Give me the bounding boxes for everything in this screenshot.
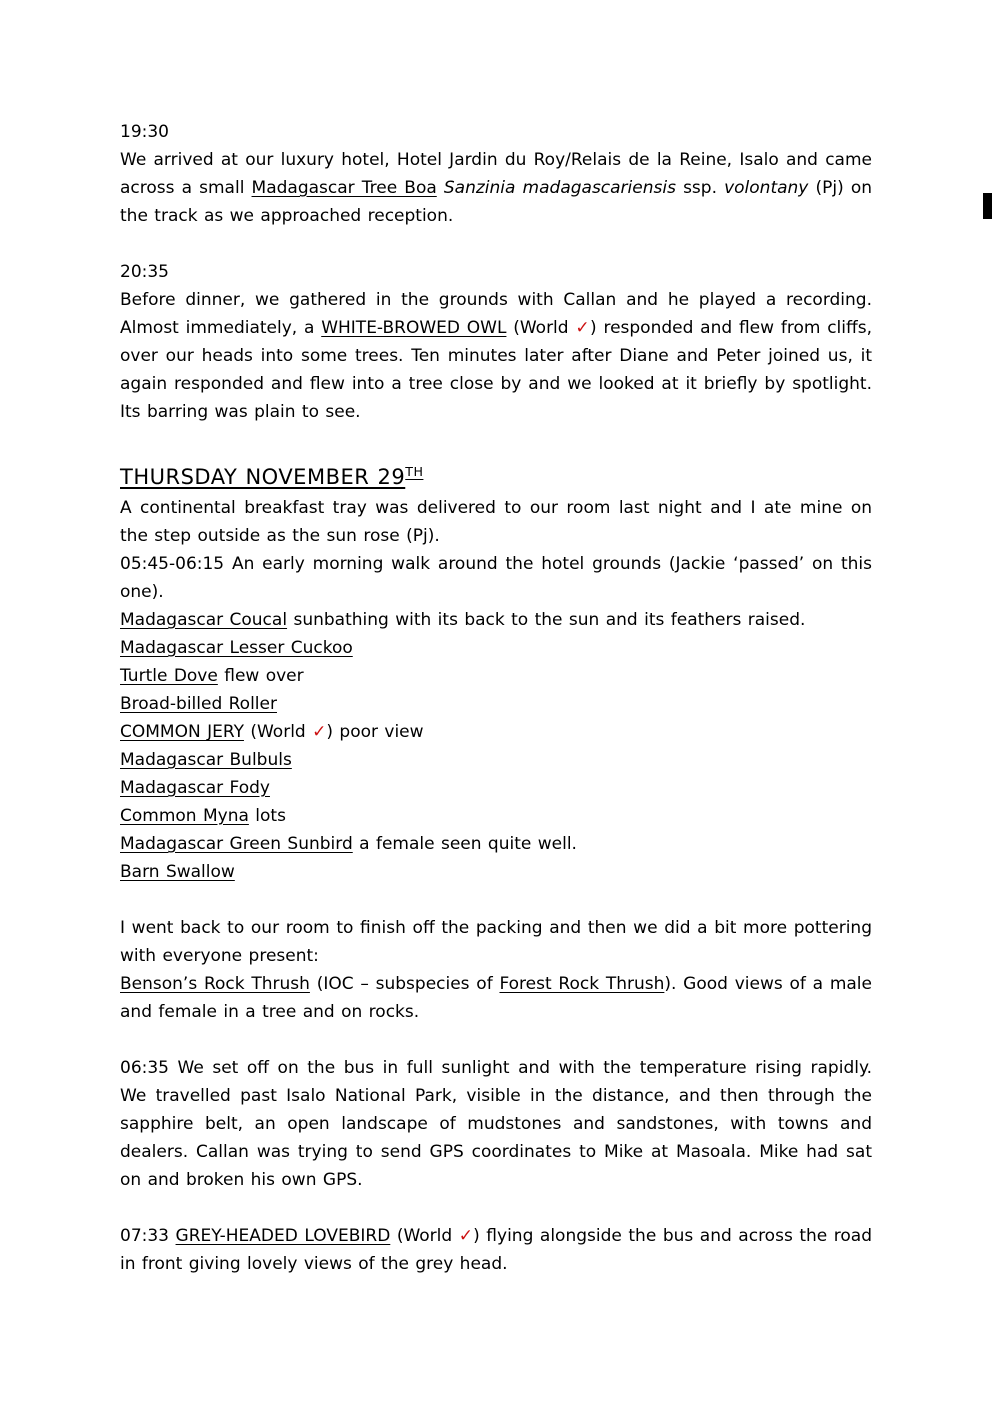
- underlined-name: Turtle Dove: [120, 666, 218, 686]
- section-heading: [120, 460, 872, 494]
- text-run: (World: [243, 722, 313, 742]
- document-content: [120, 118, 872, 1278]
- text-run: ) poor view: [326, 722, 424, 742]
- paragraph: [120, 746, 872, 774]
- underlined-name: Barn Swallow: [120, 862, 235, 882]
- paragraph: [120, 1054, 872, 1194]
- underlined-name: THURSDAY NOVEMBER 29: [120, 465, 406, 489]
- text-run: I went back to our room to finish off the packing and then we did a bit more pottering with everyone present:: [120, 918, 872, 966]
- paragraph: [120, 550, 872, 606]
- text-run: lots: [248, 806, 286, 826]
- paragraph: [120, 802, 872, 830]
- paragraph: [120, 914, 872, 970]
- underlined-name: Common Myna: [120, 806, 249, 826]
- page-edge-mark: [983, 193, 992, 219]
- text-run: 06:35 We set off on the bus in full sunlight and with the temperature rising rapidly. We travelled past Isalo National Park, visible in the distance, and then through the sapphire belt, an open landscape of mudstones and sandstones, with towns and dealers. Callan was trying to send GPS coordinates to Mike at Masoala. Mike had sat on and broken his own GPS.: [120, 1058, 872, 1190]
- paragraph: [120, 774, 872, 802]
- underlined-name: Madagascar Lesser Cuckoo: [120, 638, 353, 658]
- text-run: We arrived at our luxury hotel, Hotel Jardin du Roy/Relais de la Reine, Isalo and came across a small: [120, 150, 872, 198]
- text-run: ssp.: [675, 178, 725, 198]
- text-run: (World: [506, 318, 576, 338]
- checkmark-icon: ✓: [458, 1226, 474, 1246]
- checkmark-icon: ✓: [575, 318, 591, 338]
- text-run: Before dinner, we gathered in the grounds with Callan and he played a recording. Almost immediately, a: [120, 290, 872, 338]
- paragraph: [120, 494, 872, 550]
- text-run: ) responded and flew from cliffs, over our heads into some trees. Ten minutes later after Diane and Peter joined us, it again responded and flew into a tree close by and we looked at it briefly by spotlight. Its barring was plain to see.: [120, 318, 872, 422]
- paragraph: [120, 634, 872, 662]
- text-run: 20:35: [120, 262, 169, 282]
- underlined-name: TH: [405, 464, 424, 479]
- checkmark-icon: ✓: [312, 722, 327, 742]
- text-run: ). Good views of a male and female in a tree and on rocks.: [120, 974, 872, 1022]
- underlined-name: Madagascar Fody: [120, 778, 270, 798]
- paragraph: [120, 146, 872, 230]
- underlined-name: Broad-billed Roller: [120, 694, 277, 714]
- paragraph: [120, 286, 872, 426]
- paragraph: [120, 1222, 872, 1278]
- text-run: 05:45-06:15 An early morning walk around the hotel grounds (Jackie ‘passed’ on this one).: [120, 554, 872, 602]
- underlined-name: COMMON JERY: [120, 722, 244, 742]
- underlined-name: WHITE-BROWED OWL: [321, 318, 507, 338]
- scientific-name: Sanzinia madagascariensis: [443, 178, 676, 198]
- underlined-name: GREY-HEADED LOVEBIRD: [175, 1226, 391, 1246]
- text-run: 19:30: [120, 122, 169, 142]
- text-run: [437, 178, 444, 198]
- underlined-name: Benson’s Rock Thrush: [120, 974, 310, 994]
- text-run: ) flying alongside the bus and across the road in front giving lovely views of the grey head.: [120, 1226, 873, 1274]
- paragraph: [120, 970, 872, 1026]
- underlined-name: Madagascar Green Sunbird: [120, 834, 353, 854]
- text-run: (Pj) on the track as we approached reception.: [120, 178, 873, 226]
- text-run: a female seen quite well.: [352, 834, 577, 854]
- text-run: (World: [390, 1226, 459, 1246]
- text-run: flew over: [217, 666, 304, 686]
- paragraph: [120, 830, 872, 858]
- underlined-name: Madagascar Tree Boa: [251, 178, 437, 198]
- paragraph: [120, 718, 872, 746]
- paragraph: [120, 662, 872, 690]
- paragraph: [120, 858, 872, 886]
- text-run: 07:33: [120, 1226, 176, 1246]
- scientific-name: volontany: [724, 178, 809, 198]
- paragraph: [120, 118, 872, 146]
- text-run: (IOC – subspecies of: [309, 974, 500, 994]
- underlined-name: Madagascar Coucal: [120, 610, 288, 630]
- paragraph: [120, 690, 872, 718]
- paragraph: [120, 258, 872, 286]
- underlined-name: Forest Rock Thrush: [499, 974, 665, 994]
- paragraph: [120, 606, 872, 634]
- text-run: sunbathing with its back to the sun and its feathers raised.: [287, 610, 806, 630]
- text-run: A continental breakfast tray was delivered to our room last night and I ate mine on the step outside as the sun rose (Pj).: [120, 498, 872, 546]
- underlined-name: Madagascar Bulbuls: [120, 750, 292, 770]
